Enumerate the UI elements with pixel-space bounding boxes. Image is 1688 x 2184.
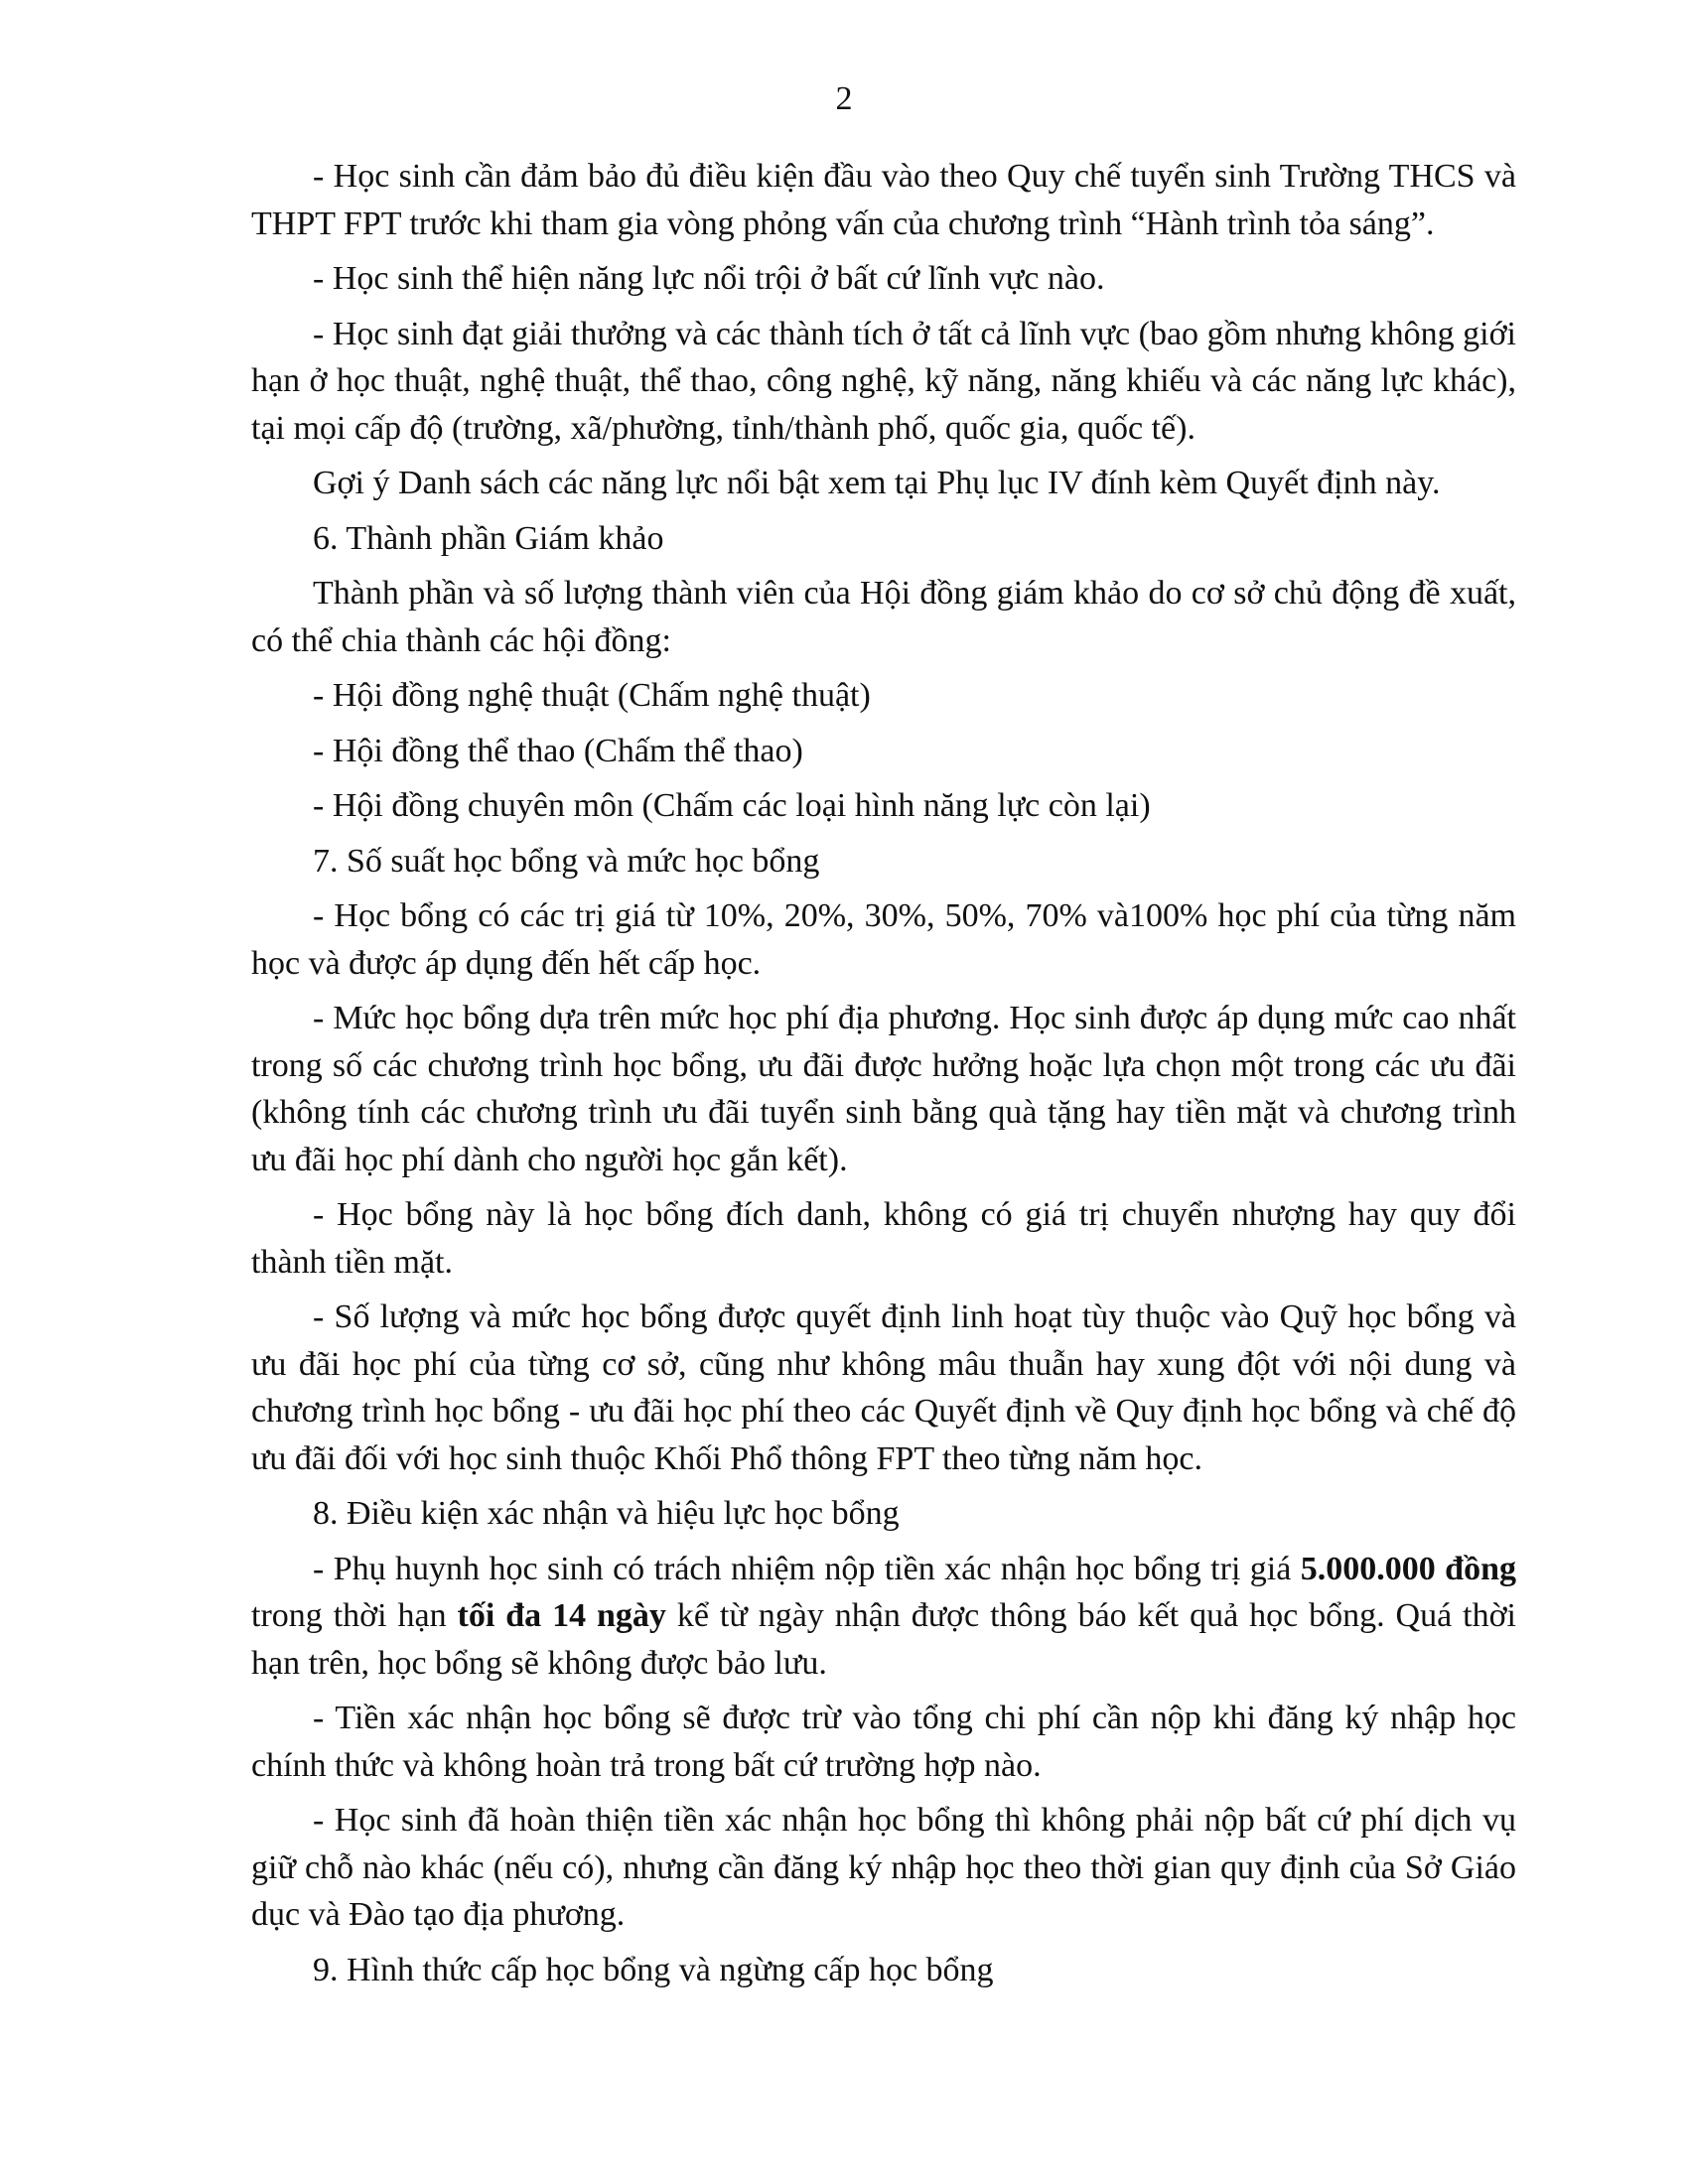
paragraph-flexible-quota: - Số lượng và mức học bổng được quyết định linh hoạt tùy thuộc vào Quỹ học bổng và ưu đãi học phí của từng cơ sở, cũng như không mâu thuẫn hay xung đột với nội dung và chương trình học bổng - ưu đãi học phí theo các Quyết định về Quy định học bổng và chế độ ưu đãi đối với học sinh thuộc Khối Phổ thông FPT theo từng năm học. (251, 1298, 1516, 1477)
document-body (251, 153, 1516, 2001)
paragraph-non-transferable: - Học bổng này là học bổng đích danh, không có giá trị chuyển nhượng hay quy đổi thành tiền mặt. (251, 1196, 1516, 1281)
list-item-sport-council: - Hội đồng thể thao (Chấm thể thao) (313, 732, 803, 769)
paragraph-confirmation-deposit (251, 1546, 1516, 1688)
list-item-expert-council: - Hội đồng chuyên môn (Chấm các loại hình năng lực còn lại) (313, 787, 1151, 824)
bold-amount: 5.000.000 đồng (1300, 1550, 1516, 1587)
bold-deadline: tối đa 14 ngày (457, 1597, 666, 1634)
list-item-art-council: - Hội đồng nghệ thuật (Chấm nghệ thuật) (313, 677, 871, 714)
section-heading-judges: 6. Thành phần Giám khảo (313, 519, 664, 557)
paragraph-local-fee-basis: - Mức học bổng dựa trên mức học phí địa phương. Học sinh được áp dụng mức cao nhất trong số các chương trình học bổng, ưu đãi được hưởng hoặc lựa chọn một trong các ưu đãi (không tính các chương trình ưu đãi tuyển sinh bằng quà tặng hay tiền mặt và chương trình ưu đãi học phí dành cho người học gắn kết). (251, 1000, 1516, 1178)
paragraph-entry-requirements: - Học sinh cần đảm bảo đủ điều kiện đầu vào theo Quy chế tuyển sinh Trường THCS và THPT FPT trước khi tham gia vòng phỏng vấn của chương trình “Hành trình tỏa sáng”. (251, 158, 1516, 242)
section-heading-grant-form: 9. Hình thức cấp học bổng và ngừng cấp học bổng (313, 1951, 994, 1988)
paragraph-scholarship-values: - Học bổng có các trị giá từ 10%, 20%, 30%, 50%, 70% và100% học phí của từng năm học và được áp dụng đến hết cấp học. (251, 897, 1516, 982)
section-heading-confirmation: 8. Điều kiện xác nhận và hiệu lực học bổng (313, 1495, 900, 1532)
paragraph-judges-composition: Thành phần và số lượng thành viên của Hội đồng giám khảo do cơ sở chủ động đề xuất, có thể chia thành các hội đồng: (251, 575, 1516, 659)
paragraph-deposit-deduction: - Tiền xác nhận học bổng sẽ được trừ vào tổng chi phí cần nộp khi đăng ký nhập học chính thức và không hoàn trả trong bất cứ trường hợp nào. (251, 1700, 1516, 1784)
paragraph-appendix-reference: Gợi ý Danh sách các năng lực nổi bật xem tại Phụ lục IV đính kèm Quyết định này. (313, 465, 1441, 501)
text-run: kể từ ngày nhận được thông báo kết quả học bổng. Quá thời hạn trên, học bổng sẽ không được bảo lưu. (251, 1597, 1516, 1682)
paragraph-no-extra-fee: - Học sinh đã hoàn thiện tiền xác nhận học bổng thì không phải nộp bất cứ phí dịch vụ giữ chỗ nào khác (nếu có), nhưng cần đăng ký nhập học theo thời gian quy định của Sở Giáo dục và Đào tạo địa phương. (251, 1802, 1516, 1933)
section-heading-scholarship-levels: 7. Số suất học bổng và mức học bổng (313, 842, 820, 880)
paragraph-awards: - Học sinh đạt giải thưởng và các thành tích ở tất cả lĩnh vực (bao gồm nhưng không giới hạn ở học thuật, nghệ thuật, thể thao, công nghệ, kỹ năng, năng khiếu và các năng lực khác), tại mọi cấp độ (trường, xã/phường, tỉnh/thành phố, quốc gia, quốc tế). (251, 315, 1516, 447)
page-number: 2 (835, 80, 853, 117)
text-run: trong thời hạn (251, 1597, 458, 1634)
paragraph-outstanding-ability: - Học sinh thể hiện năng lực nổi trội ở bất cứ lĩnh vực nào. (313, 260, 1105, 297)
text-run: - Phụ huynh học sinh có trách nhiệm nộp tiền xác nhận học bổng trị giá (313, 1550, 1301, 1587)
